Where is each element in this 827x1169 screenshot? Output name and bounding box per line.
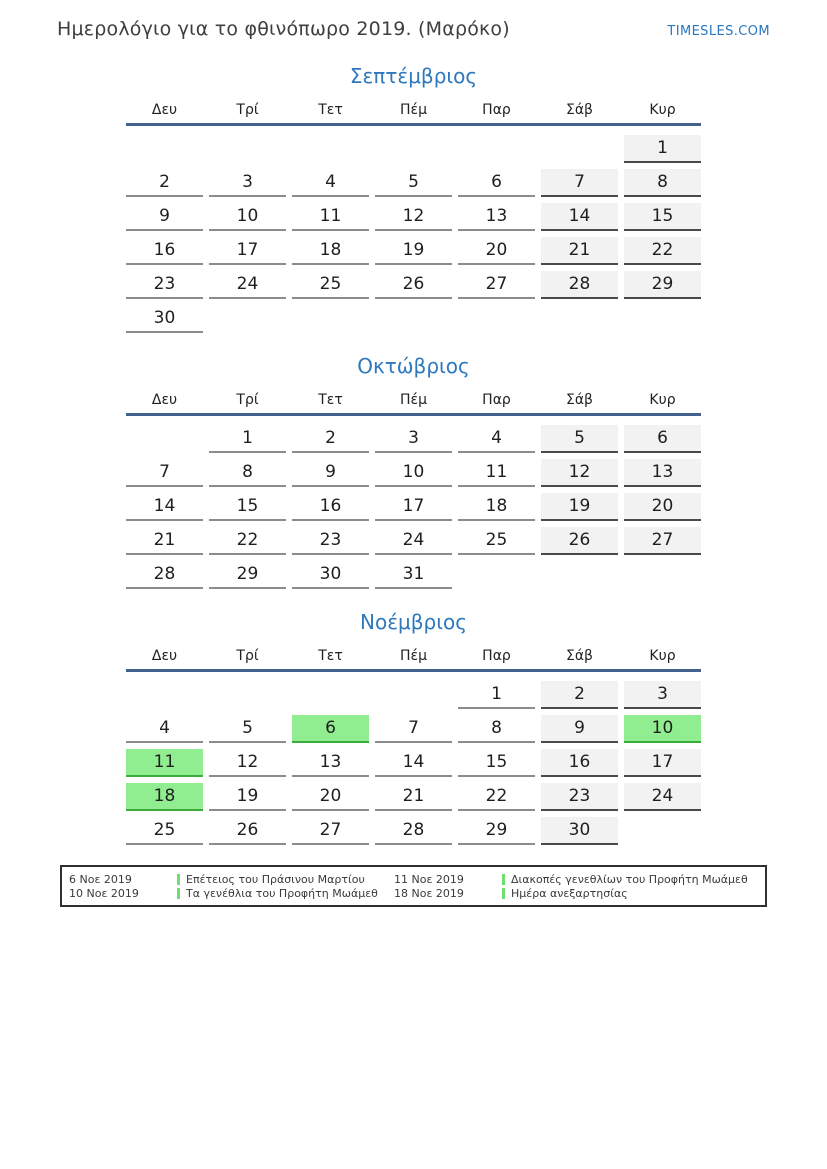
legend-item [394,872,758,886]
legend-item [69,872,394,886]
day-cell: 16 [292,493,369,521]
empty-cell [375,135,452,163]
day-cell: 26 [375,271,452,299]
day-cell: 25 [126,817,203,845]
day-cell: 8 [209,459,286,487]
day-cell: 24 [624,783,701,811]
weekday-label: Πέμ [399,648,427,664]
legend-label: Τα γενέθλια του Προφήτη Μωάμεθ [186,886,378,900]
day-cell: 28 [126,561,203,589]
month-section-november [0,610,827,845]
empty-cell [209,681,286,709]
day-cell: 26 [541,527,618,555]
weekday-label: Πέμ [399,102,427,118]
holiday-marker-icon [177,874,180,885]
weekday-header-row [126,391,701,416]
calendar-main [0,64,827,845]
day-cell: 6 [624,425,701,453]
empty-cell [624,817,701,845]
weekday-label: Κυρ [649,392,676,408]
month-section-september [0,64,827,333]
day-cell: 15 [624,203,701,231]
weekday-label: Παρ [482,392,511,408]
legend-item [394,886,758,900]
weekday-label: Δευ [151,648,178,664]
day-cell: 11 [292,203,369,231]
page-title: Ημερολόγιο για το φθινόπωρο 2019. (Μαρόκο) [57,18,510,40]
day-cell: 16 [541,749,618,777]
month-title: Νοέμβριος [360,610,467,634]
empty-cell [209,305,286,333]
empty-cell [458,561,535,589]
day-cell: 18 [458,493,535,521]
day-cell: 28 [375,817,452,845]
month-section-october [0,354,827,589]
empty-cell [292,681,369,709]
header [0,0,827,40]
day-cell: 13 [624,459,701,487]
day-cell: 30 [126,305,203,333]
day-cell: 7 [126,459,203,487]
day-cell: 11 [126,749,203,777]
weekday-label: Τρί [236,648,259,664]
day-cell: 18 [292,237,369,265]
legend-label: Ημέρα ανεξαρτησίας [511,886,628,900]
day-cell: 3 [209,169,286,197]
empty-cell [375,681,452,709]
day-cell: 23 [126,271,203,299]
empty-cell [126,135,203,163]
day-cell: 7 [375,715,452,743]
day-cell: 9 [292,459,369,487]
day-cell: 14 [541,203,618,231]
day-cell: 1 [458,681,535,709]
weekday-label: Τετ [318,102,343,118]
empty-cell [624,561,701,589]
empty-cell [209,135,286,163]
day-cell: 12 [541,459,618,487]
day-cell: 27 [292,817,369,845]
day-cell: 22 [209,527,286,555]
weekday-label: Παρ [482,648,511,664]
weekday-label: Κυρ [649,102,676,118]
day-cell: 6 [292,715,369,743]
day-cell: 2 [541,681,618,709]
day-cell: 1 [209,425,286,453]
day-cell: 29 [209,561,286,589]
day-cell: 2 [292,425,369,453]
day-cell: 13 [458,203,535,231]
empty-cell [126,681,203,709]
empty-cell [541,135,618,163]
day-cell: 15 [209,493,286,521]
day-cell: 19 [541,493,618,521]
day-cell: 25 [292,271,369,299]
day-cell: 22 [624,237,701,265]
day-cell: 24 [375,527,452,555]
day-cell: 21 [126,527,203,555]
holiday-marker-icon [177,888,180,899]
weekday-label: Πέμ [399,392,427,408]
day-cell: 21 [541,237,618,265]
empty-cell [624,305,701,333]
day-cell: 24 [209,271,286,299]
day-cell: 5 [375,169,452,197]
day-cell: 5 [541,425,618,453]
legend-item [69,886,394,900]
day-cell: 16 [126,237,203,265]
day-cell: 10 [209,203,286,231]
weekday-label: Σάβ [565,648,593,664]
day-cell: 19 [209,783,286,811]
day-cell: 15 [458,749,535,777]
day-cell: 21 [375,783,452,811]
day-cell: 20 [292,783,369,811]
day-cell: 29 [458,817,535,845]
day-cell: 13 [292,749,369,777]
day-cell: 20 [458,237,535,265]
day-cell: 7 [541,169,618,197]
weekday-label: Τετ [318,392,343,408]
day-cell: 17 [624,749,701,777]
weekday-label: Παρ [482,102,511,118]
month-grid [126,425,701,589]
day-cell: 28 [541,271,618,299]
day-cell: 1 [624,135,701,163]
empty-cell [458,135,535,163]
holiday-marker-icon [502,888,505,899]
day-cell: 12 [209,749,286,777]
day-cell: 6 [458,169,535,197]
day-cell: 23 [541,783,618,811]
day-cell: 17 [375,493,452,521]
legend-label: Διακοπές γενεθλίων του Προφήτη Μωάμεθ [511,872,748,886]
day-cell: 27 [458,271,535,299]
day-cell: 8 [624,169,701,197]
month-title: Σεπτέμβριος [349,64,478,88]
holiday-marker-icon [502,874,505,885]
empty-cell [458,305,535,333]
weekday-label: Δευ [151,392,178,408]
empty-cell [292,135,369,163]
day-cell: 8 [458,715,535,743]
legend-box [60,865,767,907]
day-cell: 30 [292,561,369,589]
empty-cell [375,305,452,333]
site-link[interactable]: TIMESLES.COM [667,24,770,39]
weekday-label: Τρί [236,392,259,408]
day-cell: 27 [624,527,701,555]
day-cell: 25 [458,527,535,555]
day-cell: 2 [126,169,203,197]
day-cell: 12 [375,203,452,231]
day-cell: 3 [624,681,701,709]
legend-date: 11 Νοε 2019 [394,872,464,886]
day-cell: 22 [458,783,535,811]
day-cell: 4 [458,425,535,453]
day-cell: 9 [126,203,203,231]
empty-cell [541,305,618,333]
day-cell: 10 [624,715,701,743]
day-cell: 3 [375,425,452,453]
day-cell: 26 [209,817,286,845]
day-cell: 5 [209,715,286,743]
day-cell: 18 [126,783,203,811]
legend-date: 6 Νοε 2019 [69,872,132,886]
day-cell: 19 [375,237,452,265]
month-title: Οκτώβριος [357,354,470,378]
empty-cell [126,425,203,453]
month-grid [126,135,701,333]
weekday-label: Δευ [151,102,178,118]
empty-cell [541,561,618,589]
day-cell: 30 [541,817,618,845]
weekday-label: Κυρ [649,648,676,664]
legend-column [394,872,758,900]
day-cell: 20 [624,493,701,521]
day-cell: 14 [375,749,452,777]
legend-date: 10 Νοε 2019 [69,886,139,900]
day-cell: 29 [624,271,701,299]
legend-date: 18 Νοε 2019 [394,886,464,900]
day-cell: 9 [541,715,618,743]
day-cell: 17 [209,237,286,265]
weekday-label: Τρί [236,102,259,118]
weekday-header-row [126,101,701,126]
weekday-label: Σάβ [565,392,593,408]
day-cell: 4 [292,169,369,197]
legend-label: Επέτειος του Πράσινου Μαρτίου [186,872,365,886]
day-cell: 10 [375,459,452,487]
day-cell: 31 [375,561,452,589]
empty-cell [292,305,369,333]
day-cell: 4 [126,715,203,743]
weekday-label: Τετ [318,648,343,664]
weekday-header-row [126,647,701,672]
month-grid [126,681,701,845]
weekday-label: Σάβ [565,102,593,118]
legend-column [69,872,394,900]
day-cell: 14 [126,493,203,521]
day-cell: 23 [292,527,369,555]
day-cell: 11 [458,459,535,487]
